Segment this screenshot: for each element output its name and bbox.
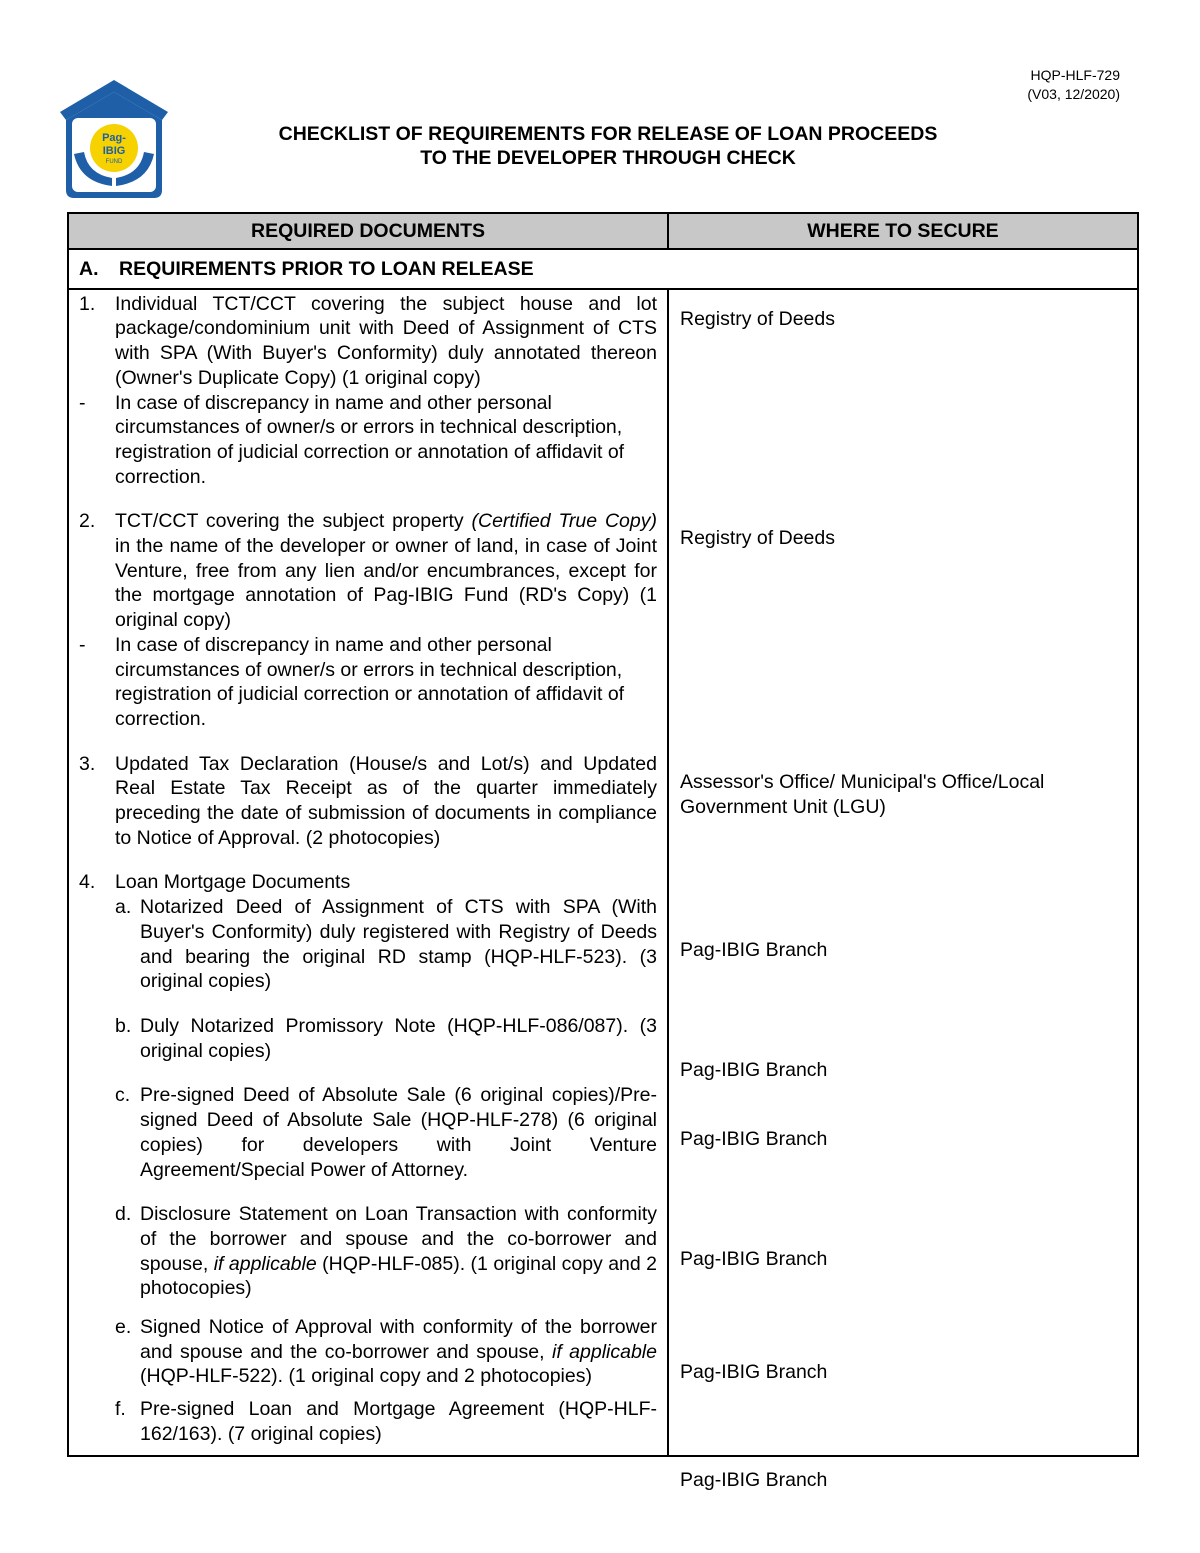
where-item-3: Assessor's Office/ Municipal's Office/Local Government Unit (LGU) [680, 771, 1045, 818]
item-text-part: in the name of the developer or owner of land, in case of Joint Venture, free from any lien and/or encumbrances, except for the mortgage annotation of Pag-IBIG Fund (RD's Copy) (1 original copy) [115, 535, 657, 632]
where-cell [668, 289, 1138, 1456]
sub-item-letter: d. [115, 1203, 132, 1226]
item-text [115, 509, 657, 633]
where-item-2: Registry of Deeds [680, 527, 835, 549]
sub-item-f [115, 1397, 657, 1446]
requirements-table [67, 212, 1139, 1491]
where-item-4c: Pag-IBIG Branch [680, 1128, 828, 1150]
section-letter: A. [79, 258, 99, 280]
table-header-row [68, 213, 1138, 249]
sub-item-letter: b. [115, 1014, 132, 1037]
sub-item-text-part: (HQP-HLF-522). (1 original copy and 2 photocopies) [140, 1365, 592, 1388]
documents-cell [68, 289, 668, 1456]
form-code: HQP-HLF-729 [1030, 67, 1120, 83]
sub-item-b [115, 1014, 657, 1063]
item-text: Updated Tax Declaration (House/s and Lot/s) and Updated Real Estate Tax Receipt as of the quarter immediately preceding the date of submission of documents in compliance to Notice of Approval. (2 photocopies) [115, 752, 657, 849]
item-number: 1. [79, 292, 96, 315]
sub-item-text-italic: if applicable [213, 1252, 317, 1275]
item-3 [79, 752, 657, 851]
section-row [68, 249, 1138, 289]
note-dash: - [79, 391, 86, 414]
header-where-to-secure: WHERE TO SECURE [668, 213, 1138, 249]
sub-item-text: Notarized Deed of Assignment of CTS with SPA (With Buyer's Conformity) duly registered with Registry of Deeds and bearing the original RD stamp (HQP-HLF-523). (3 original copies) [140, 896, 657, 993]
title-line-2: TO THE DEVELOPER THROUGH CHECK [420, 147, 796, 169]
item-2 [79, 509, 657, 731]
sub-item-text [140, 1315, 657, 1389]
title-line-1: CHECKLIST OF REQUIREMENTS FOR RELEASE OF LOAN PROCEEDS [278, 123, 938, 145]
note-dash: - [79, 633, 86, 656]
page-title [190, 122, 1026, 170]
sub-item-text-part: Disclosure Statement on Loan Transaction with conformity of the borrower and spouse and the co-borrower and spouse, [140, 1203, 657, 1275]
logo-text-line2: IBIG [102, 145, 126, 157]
sub-item-text: Pre-signed Deed of Absolute Sale (6 original copies)/Pre-signed Deed of Absolute Sale (HQP-HLF-278) (6 original copies) for developers with Joint Venture Agreement/Special Power of Attorney. [140, 1084, 657, 1181]
logo-text-line3: FUND [105, 159, 123, 165]
where-item-4a: Pag-IBIG Branch [680, 939, 828, 961]
sub-item-letter: a. [115, 896, 132, 919]
item-text: Loan Mortgage Documents [115, 871, 351, 894]
sub-item-text-part: (HQP-HLF-085). (1 original copy and 2 photocopies) [140, 1252, 658, 1300]
logo-text-line1: Pag- [102, 132, 126, 144]
section-heading [68, 249, 1138, 289]
header-required-documents: REQUIRED DOCUMENTS [68, 213, 668, 249]
item-number: 4. [79, 871, 96, 894]
pag-ibig-logo [58, 78, 170, 200]
sub-item-d [115, 1202, 657, 1301]
section-title: REQUIREMENTS PRIOR TO LOAN RELEASE [119, 258, 534, 280]
sub-item-a [115, 895, 657, 994]
item-text-italic: (Certified True Copy) [471, 510, 657, 533]
note-text: In case of discrepancy in name and other personal circumstances of owner/s or errors in technical description, registration of judicial correction or annotation of affidavit of correction. [115, 633, 625, 730]
where-item-4e: Pag-IBIG Branch [680, 1361, 828, 1383]
item-4 [79, 870, 657, 1446]
item-note [79, 633, 657, 732]
item-note [79, 391, 657, 490]
where-item-4d: Pag-IBIG Branch [680, 1248, 828, 1270]
item-1 [79, 290, 657, 490]
sub-item-letter: f. [115, 1398, 126, 1421]
where-item-1: Registry of Deeds [680, 308, 835, 330]
item-text: Individual TCT/CCT covering the subject house and lot package/condominium unit with Deed of Assignment of CTS with SPA (With Buyer's Conformity) duly annotated thereon (Owner's Duplicate Copy) (1 original copy) [115, 292, 657, 389]
sub-item-text-italic: if applicable [551, 1340, 657, 1363]
sub-item-text-part: Signed Notice of Approval with conformity of the borrower and spouse and the co-borrower and spouse, [140, 1316, 657, 1363]
sub-item-text: Pre-signed Loan and Mortgage Agreement (HQP-HLF-162/163). (7 original copies) [140, 1398, 657, 1445]
where-item-4f: Pag-IBIG Branch [680, 1469, 828, 1491]
item-text-part: TCT/CCT covering the subject property [115, 510, 472, 533]
item-number: 3. [79, 752, 96, 775]
sub-item-e [115, 1315, 657, 1389]
sub-item-letter: e. [115, 1316, 132, 1339]
where-item-4b: Pag-IBIG Branch [680, 1059, 828, 1081]
sub-item-c [115, 1083, 657, 1182]
items-row [68, 289, 1138, 1456]
sub-item-text [140, 1202, 657, 1301]
sub-item-letter: c. [115, 1084, 131, 1107]
note-text: In case of discrepancy in name and other personal circumstances of owner/s or errors in technical description, registration of judicial correction or annotation of affidavit of correction. [115, 391, 625, 488]
form-version: (V03, 12/2020) [1027, 86, 1120, 102]
sub-item-text: Duly Notarized Promissory Note (HQP-HLF-086/087). (3 original copies) [140, 1014, 657, 1062]
form-code-block [1027, 66, 1120, 104]
item-number: 2. [79, 510, 96, 533]
